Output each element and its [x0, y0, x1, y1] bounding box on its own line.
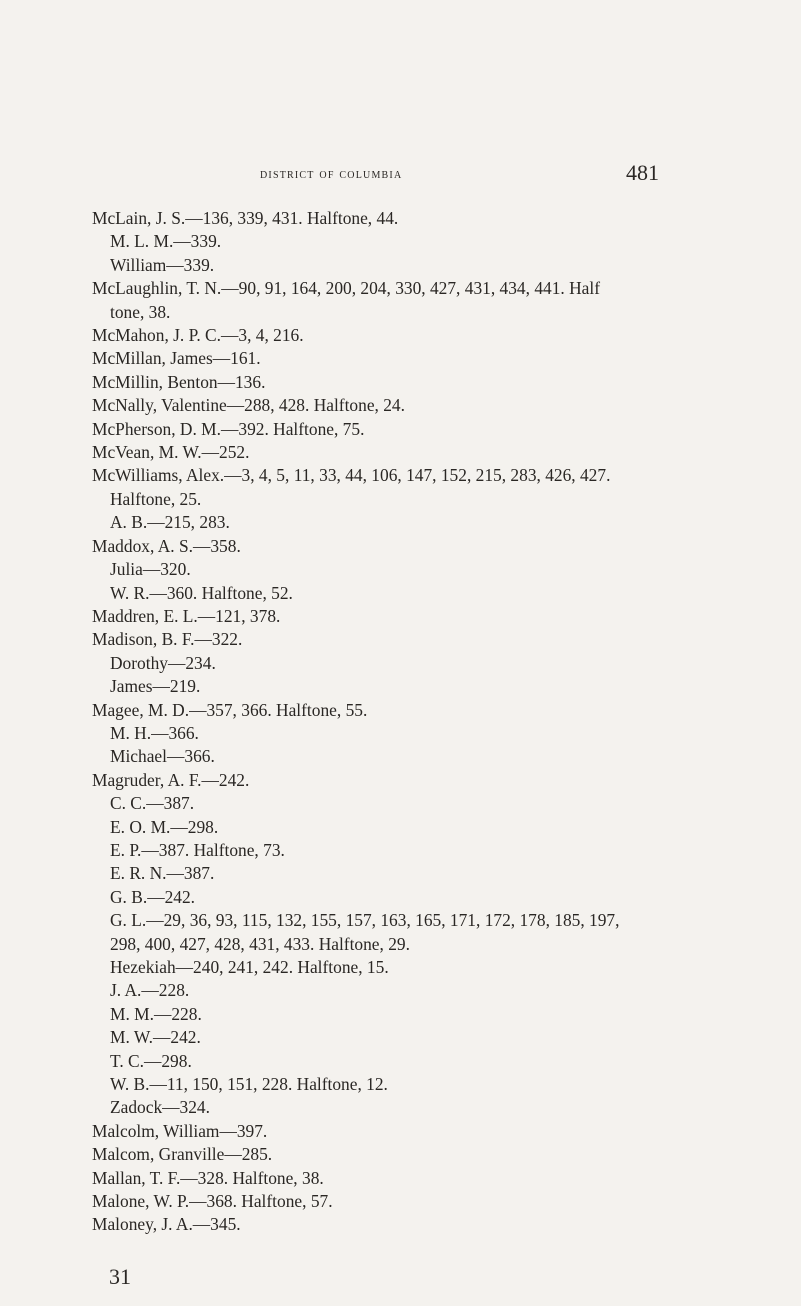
index-entry: Maloney, J. A.—345. [92, 1214, 241, 1235]
index-subentry: G. B.—242. [110, 886, 196, 907]
index-entry: McPherson, D. M.—392. Halftone, 75. [92, 418, 365, 439]
index-entry: Malone, W. P.—368. Halftone, 57. [92, 1191, 333, 1212]
page-number: 481 [626, 160, 659, 185]
index-entry: McWilliams, Alex.—3, 4, 5, 11, 33, 44, 106, 147, 152, 215, 283, 426, 427. [92, 465, 611, 486]
index-subentry: Michael—366. [110, 746, 215, 767]
index-subentry: E. O. M.—298. [110, 816, 219, 837]
index-entry: Malcolm, William—397. [92, 1120, 268, 1141]
index-subentry: M. H.—366. [110, 722, 199, 743]
index-entry: McMillin, Benton—136. [92, 371, 266, 392]
index-subentry: Hezekiah—240, 241, 242. Halftone, 15. [110, 957, 389, 977]
index-subentry: M. W.—242. [110, 1027, 201, 1048]
index-entry: Mallan, T. F.—328. Halftone, 38. [92, 1167, 324, 1188]
index-entry: Maddren, E. L.—121, 378. [92, 605, 281, 626]
index-entries [92, 207, 732, 1237]
index-entry: McMahon, J. P. C.—3, 4, 216. [92, 325, 304, 346]
index-subentry: M. L. M.—339. [110, 231, 222, 252]
index-subentry: T. C.—298. [110, 1050, 192, 1071]
running-head: district of columbia [260, 166, 403, 182]
index-subentry: M. M.—228. [110, 1003, 202, 1024]
index-entry: Madison, B. F.—322. [92, 629, 243, 650]
index-entry-continuation: Halftone, 25. [110, 488, 202, 509]
index-entry: McVean, M. W.—252. [92, 442, 250, 463]
index-subentry: Julia—320. [110, 559, 191, 580]
index-subentry: E. R. N.—387. [110, 863, 215, 884]
index-entry: Maddox, A. S.—358. [92, 535, 241, 556]
index-subentry: J. A.—228. [110, 980, 190, 1001]
index-subentry: Dorothy—234. [110, 652, 216, 673]
index-subentry: C. C.—387. [110, 793, 195, 814]
index-subentry: W. B.—11, 150, 151, 228. Halftone, 12. [110, 1074, 388, 1095]
index-subentry: William—339. [110, 254, 215, 275]
index-entry-continuation: 298, 400, 427, 428, 431, 433. Halftone, 29. [110, 933, 410, 954]
index-subentry: W. R.—360. Halftone, 52. [110, 582, 293, 603]
index-entry: McMillan, James—161. [92, 348, 261, 369]
index-entry: Malcom, Granville—285. [92, 1144, 273, 1165]
index-entry: McLaughlin, T. N.—90, 91, 164, 200, 204, 330, 427, 431, 434, 441. Half [92, 278, 600, 299]
index-entry: McLain, J. S.—136, 339, 431. Halftone, 44. [92, 208, 399, 228]
index-entry-continuation: tone, 38. [110, 301, 171, 322]
index-entry: Magruder, A. F.—242. [92, 769, 250, 790]
index-subentry: Zadock—324. [110, 1097, 210, 1118]
index-subentry: G. L.—29, 36, 93, 115, 132, 155, 157, 163, 165, 171, 172, 178, 185, 197, [110, 910, 620, 931]
index-subentry: James—219. [110, 676, 201, 697]
index-subentry: A. B.—215, 283. [110, 512, 230, 533]
page-header [0, 160, 801, 190]
index-entry: McNally, Valentine—288, 428. Halftone, 24. [92, 395, 405, 416]
index-entry: Magee, M. D.—357, 366. Halftone, 55. [92, 699, 368, 720]
signature-mark: 31 [109, 1264, 131, 1289]
index-subentry: E. P.—387. Halftone, 73. [110, 839, 285, 860]
